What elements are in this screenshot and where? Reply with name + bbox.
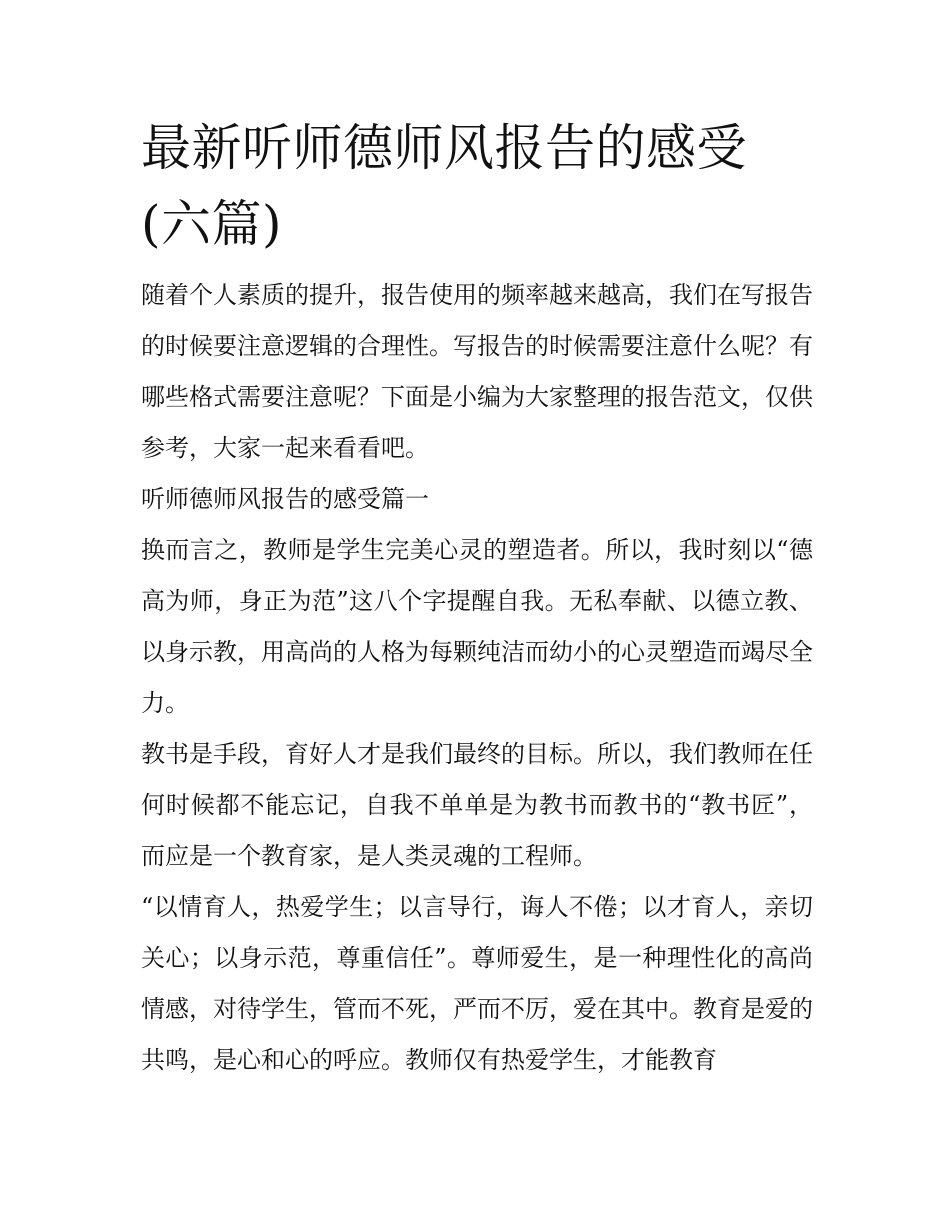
body-paragraph-1: 换而言之，教师是学生完美心灵的塑造者。所以，我时刻以“德高为师，身正为范”这八个字提醒自我。无私奉献、以德立教、以身示教，用高尚的人格为每颗纯洁而幼小的心灵塑造而竭尽全力。 xyxy=(141,536,813,717)
document-content xyxy=(141,110,813,1086)
body-paragraph-3: “以情育人，热爱学生；以言导行，诲人不倦；以才育人，亲切关心；以身示范，尊重信任”。尊师爱生，是一种理性化的高尚情感，对待学生，管而不死，严而不厉，爱在其中。教育是爱的共鸣，是心和心的呼应。教师仅有热爱学生，才能教育 xyxy=(141,893,813,1074)
intro-paragraph: 随着个人素质的提升，报告使用的频率越来越高，我们在写报告的时候要注意逻辑的合理性。写报告的时候需要注意什么呢？有哪些格式需要注意呢？下面是小编为大家整理的报告范文，仅供参考，大家一起来看看吧。 xyxy=(141,281,813,462)
body-paragraph-2: 教书是手段，育好人才是我们最终的目标。所以，我们教师在任何时候都不能忘记，自我不单单是为教书而教书的“教书匠”，而应是一个教育家，是人类灵魂的工程师。 xyxy=(141,740,813,870)
section-heading: 听师德师风报告的感受篇一 xyxy=(141,485,429,513)
document-title: 最新听师德师风报告的感受(六篇) xyxy=(141,119,747,253)
document-body xyxy=(141,270,813,1086)
